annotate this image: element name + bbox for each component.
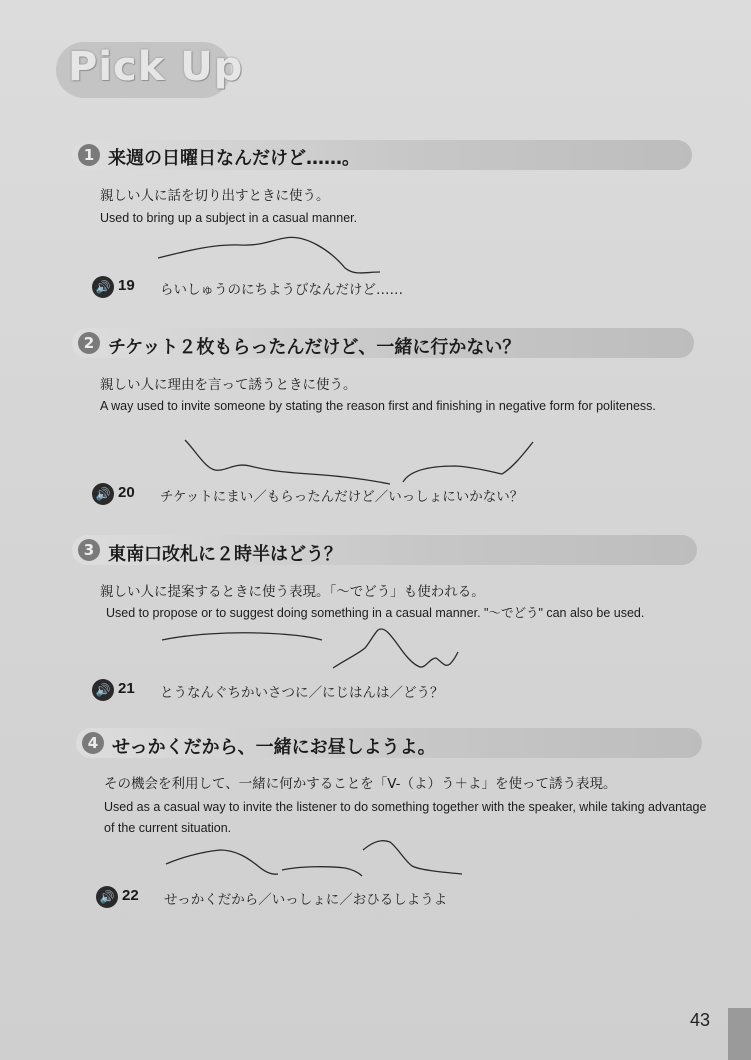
audio-track-number: 20 [118,484,135,501]
section-number: 2 [78,332,100,354]
page-number: 43 [690,1010,711,1030]
intonation-contour-4 [166,850,278,874]
section-title: チケット２枚もらったんだけど、一緒に行かない？ [108,337,521,358]
intonation-contour-3 [162,633,322,640]
audio-track-number: 21 [118,680,135,697]
intonation-contour-1 [158,237,380,273]
speaker-icon[interactable]: 🔊 [92,276,114,298]
phonetic-reading: とうなんぐちかいさつに／にじはんは／どう？ [160,685,444,701]
section-title: せっかくだから、一緒にお昼しようよ。 [112,737,436,758]
phonetic-reading: らいしゅうのにちようびなんだけど…… [160,282,403,298]
speaker-icon[interactable]: 🔊 [92,679,114,701]
japanese-description: 親しい人に話を切り出すときに使う。 [100,188,330,204]
intonation-contour-3b [333,629,458,668]
japanese-description: 親しい人に提案するときに使う表現。「～でどう」も使われる。 [100,584,485,600]
intonation-contour-2 [185,440,390,484]
section-title: 来週の日曜日なんだけど……。 [108,148,360,169]
intonation-contour-2b [403,442,533,482]
phonetic-reading: チケットにまい／もらったんだけど／いっしょにいかない？ [160,489,524,505]
intonation-contour-4b [282,867,362,876]
speaker-icon[interactable]: 🔊 [96,886,118,908]
japanese-description: 親しい人に理由を言って誘うときに使う。 [100,377,357,393]
intonation-contour-4c [363,841,462,874]
english-description: Used to propose or to suggest doing something in a casual manner. "～でどう" can also be used. [106,606,645,620]
english-description: Used to bring up a subject in a casual manner. [100,211,358,225]
section-number: 4 [82,732,104,754]
phonetic-reading: せっかくだから／いっしょに／おひるしようよ [164,892,448,908]
section-number: 3 [78,539,100,561]
page-edge-tab [728,1008,751,1060]
audio-track-number: 22 [122,887,139,904]
japanese-description: その機会を利用して、一緒に何かすることを「V-（よ）う＋よ」を使って誘う表現。 [104,776,617,792]
section-number: 1 [78,144,100,166]
page-title: Pick Up [68,44,244,90]
speaker-icon[interactable]: 🔊 [92,483,114,505]
english-description: Used as a casual way to invite the listener to do something together with the speaker, while taking advantage of the current situation. [104,800,707,835]
english-description: A way used to invite someone by stating the reason first and finishing in negative form for politeness. [100,399,656,413]
audio-track-number: 19 [118,277,135,294]
section-title: 東南口改札に２時半はどう？ [108,544,342,565]
